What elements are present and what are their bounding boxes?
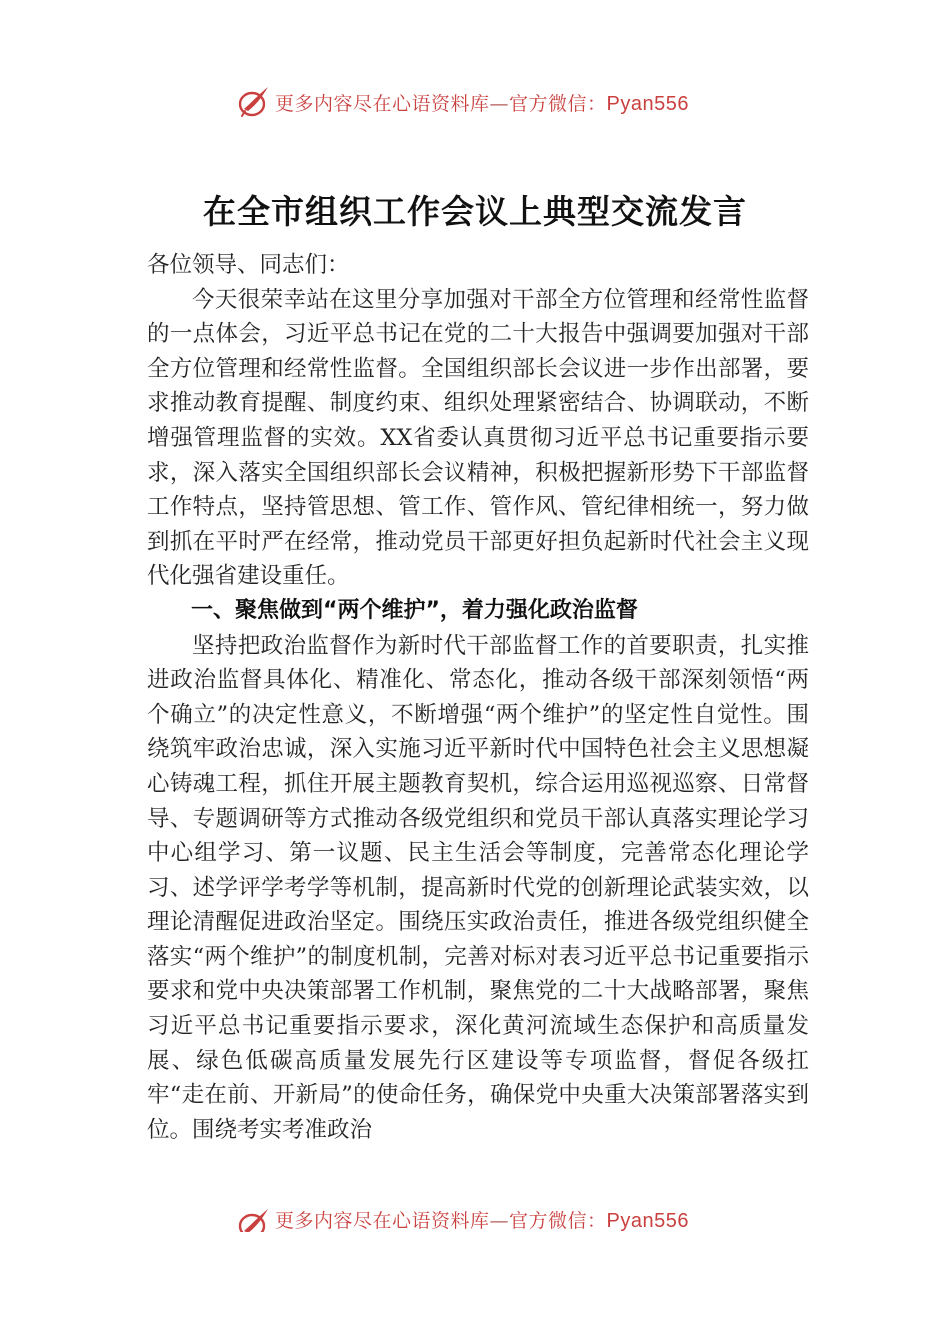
watermark-separator: — [489, 92, 510, 115]
watermark-label: 官方微信： [509, 92, 607, 115]
watermark-footer [235, 1206, 689, 1232]
intro-paragraph: 今天很荣幸站在这里分享加强对干部全方位管理和经常性监督的一点体会，习近平总书记在党的二十大报告中强调要加强对干部全方位管理和经常性监督。全国组织部长会议进一步作出部署，要求推动教育提醒、制度约束、组织处理紧密结合、协调联动，不断增强管理监督的实效。XX省委认真贯彻习近平总书记重要指示要求，深入落实全国组织部长会议精神，积极把握新形势下干部监督工作特点，坚持管思想、管工作、管作风、管纪律相统一，努力做到抓在平时严在经常，推动党员干部更好担负起新时代社会主义现代化强省建设重任。 [147, 286, 809, 590]
watermark-label: 官方微信： [509, 1210, 607, 1232]
watermark-main-text: 更多内容尽在心语资料库 [275, 1210, 490, 1232]
quill-logo-icon [235, 1206, 271, 1232]
watermark-separator: — [489, 1210, 510, 1232]
watermark-text [275, 89, 689, 116]
watermark-main-text: 更多内容尽在心语资料库 [275, 92, 490, 115]
watermark-header [235, 84, 689, 120]
watermark-text [275, 1206, 689, 1232]
section-heading: 一、聚焦做到“两个维护”，着力强化政治监督 [191, 597, 638, 623]
watermark-wechat-id: Pyan556 [606, 92, 689, 115]
document-body [147, 248, 809, 1147]
document-title: 在全市组织工作会议上典型交流发言 [203, 192, 747, 231]
watermark-wechat-id: Pyan556 [606, 1210, 689, 1232]
greeting: 各位领导、同志们： [147, 252, 350, 278]
quill-logo-icon [235, 84, 271, 120]
section-paragraph: 坚持把政治监督作为新时代干部监督工作的首要职责，扎实推进政治监督具体化、精准化、常态化，推动各级干部深刻领悟“两个确立”的决定性意义，不断增强“两个维护”的坚定性自觉性。围绕筑牢政治忠诚，深入实施习近平新时代中国特色社会主义思想凝心铸魂工程，抓住开展主题教育契机，综合运用巡视巡察、日常督导、专题调研等方式推动各级党组织和党员干部认真落实理论学习中心组学习、第一议题、民主生活会等制度，完善常态化理论学习、述学评学考学等机制，提高新时代党的创新理论武装实效，以理论清醒促进政治坚定。围绕压实政治责任，推进各级党组织健全落实“两个维护”的制度机制，完善对标对表习近平总书记重要指示要求和党中央决策部署工作机制，聚焦党的二十大战略部署，聚焦习近平总书记重要指示要求，深化黄河流域生态保护和高质量发展、绿色低碳高质量发展先行区建设等专项监督，督促各级扛牢“走在前、开新局”的使命任务，确保党中央重大决策部署落实到位。围绕考实考准政治 [147, 632, 809, 1143]
